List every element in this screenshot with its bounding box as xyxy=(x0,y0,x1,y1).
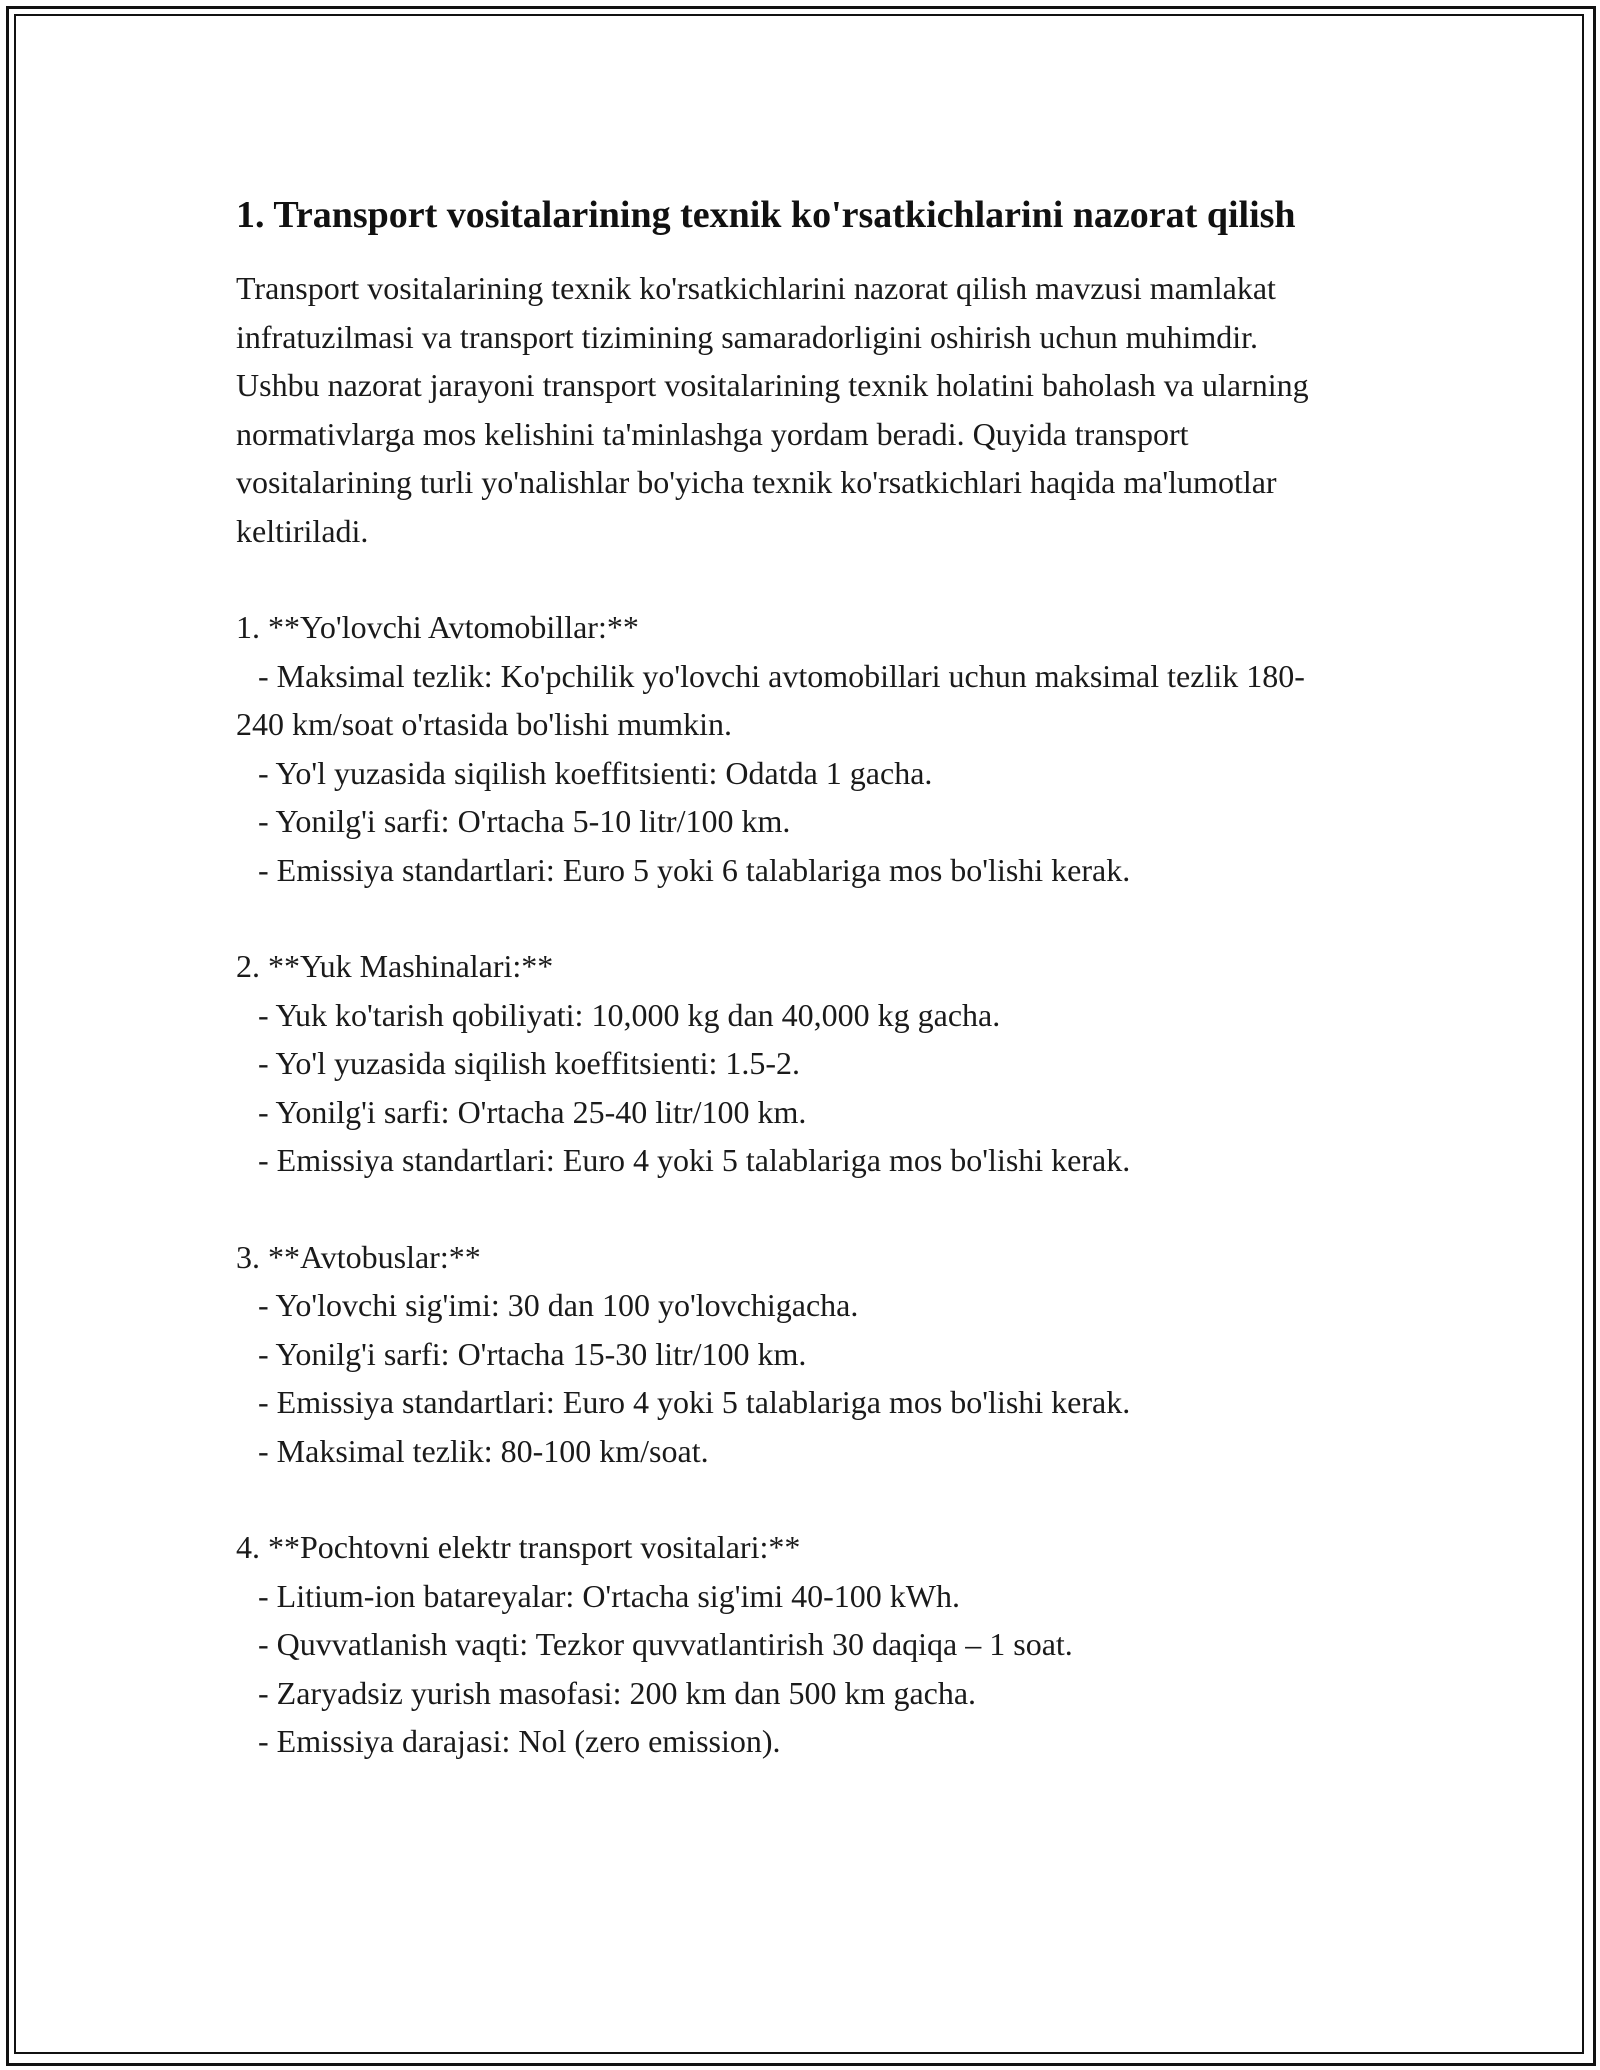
list-item: - Zaryadsiz yurish masofasi: 200 km dan 500 km gacha. xyxy=(258,1674,977,1711)
list-item: - Emissiya darajasi: Nol (zero emission). xyxy=(258,1723,781,1759)
list-item: - Emissiya standartlari: Euro 4 yoki 5 talablariga mos bo'lishi kerak. xyxy=(258,1142,1131,1178)
list-item: - Yonilg'i sarfi: O'rtacha 15-30 litr/100 km. xyxy=(258,1335,807,1372)
list-item: - Yo'l yuzasida siqilish koeffitsienti: Odatda 1 gacha. xyxy=(258,754,933,791)
list-item: - Emissiya standartlari: Euro 5 yoki 6 talablariga mos bo'lishi kerak. xyxy=(258,851,1131,888)
document-body xyxy=(236,188,1346,1814)
list-item: - Maksimal tezlik: 80-100 km/soat. xyxy=(258,1432,709,1469)
section-electric-vehicles xyxy=(236,1523,1346,1766)
list-item: - Yonilg'i sarfi: O'rtacha 5-10 litr/100 km. xyxy=(258,803,791,839)
list-item: - Yuk ko'tarish qobiliyati: 10,000 kg dan 40,000 kg gacha. xyxy=(258,996,1001,1033)
list-item: - Yonilg'i sarfi: O'rtacha 25-40 litr/100 km. xyxy=(258,1093,807,1130)
section-buses xyxy=(236,1233,1346,1476)
list-item: - Yo'l yuzasida siqilish koeffitsienti: 1.5-2. xyxy=(258,1045,801,1081)
section-trucks xyxy=(236,942,1346,1185)
section-heading: 3. **Avtobuslar:** xyxy=(236,1238,481,1275)
list-item: - Quvvatlanish vaqti: Tezkor quvvatlantirish 30 daqiqa – 1 soat. xyxy=(258,1626,1073,1662)
section-heading: 2. **Yuk Mashinalari:** xyxy=(236,948,554,984)
document-title: 1. Transport vositalarining texnik ko'rsatkichlarini nazorat qilish xyxy=(236,194,1296,236)
list-item: - Emissiya standartlari: Euro 4 yoki 5 talablariga mos bo'lishi kerak. xyxy=(258,1384,1131,1420)
section-heading: 4. **Pochtovni elektr transport vositalari:** xyxy=(236,1529,801,1565)
list-item: - Yo'lovchi sig'imi: 30 dan 100 yo'lovchigacha. xyxy=(258,1287,859,1323)
list-item: - Litium-ion batareyalar: O'rtacha sig'imi 40-100 kWh. xyxy=(258,1577,960,1614)
section-passenger-cars xyxy=(236,603,1346,894)
section-heading: 1. **Yo'lovchi Avtomobillar:** xyxy=(236,609,639,645)
intro-paragraph: Transport vositalarining texnik ko'rsatkichlarini nazorat qilish mavzusi mamlakat infratuzilmasi va transport tizimining samaradorligini oshirish uchun muhimdir. Ushbu nazorat jarayoni transport vositalarining texnik holatini baholash va ularning normativlarga mos kelishini ta'minlashga yordam beradi. Quyida transport vositalarining turli yo'nalishlar bo'yicha texnik ko'rsatkichlari haqida ma'lumotlar keltiriladi. xyxy=(236,270,1309,549)
list-item: - Maksimal tezlik: Ko'pchilik yo'lovchi avtomobillari uchun maksimal tezlik 180-240 km/soat o'rtasida bo'lishi mumkin. xyxy=(236,657,1305,742)
